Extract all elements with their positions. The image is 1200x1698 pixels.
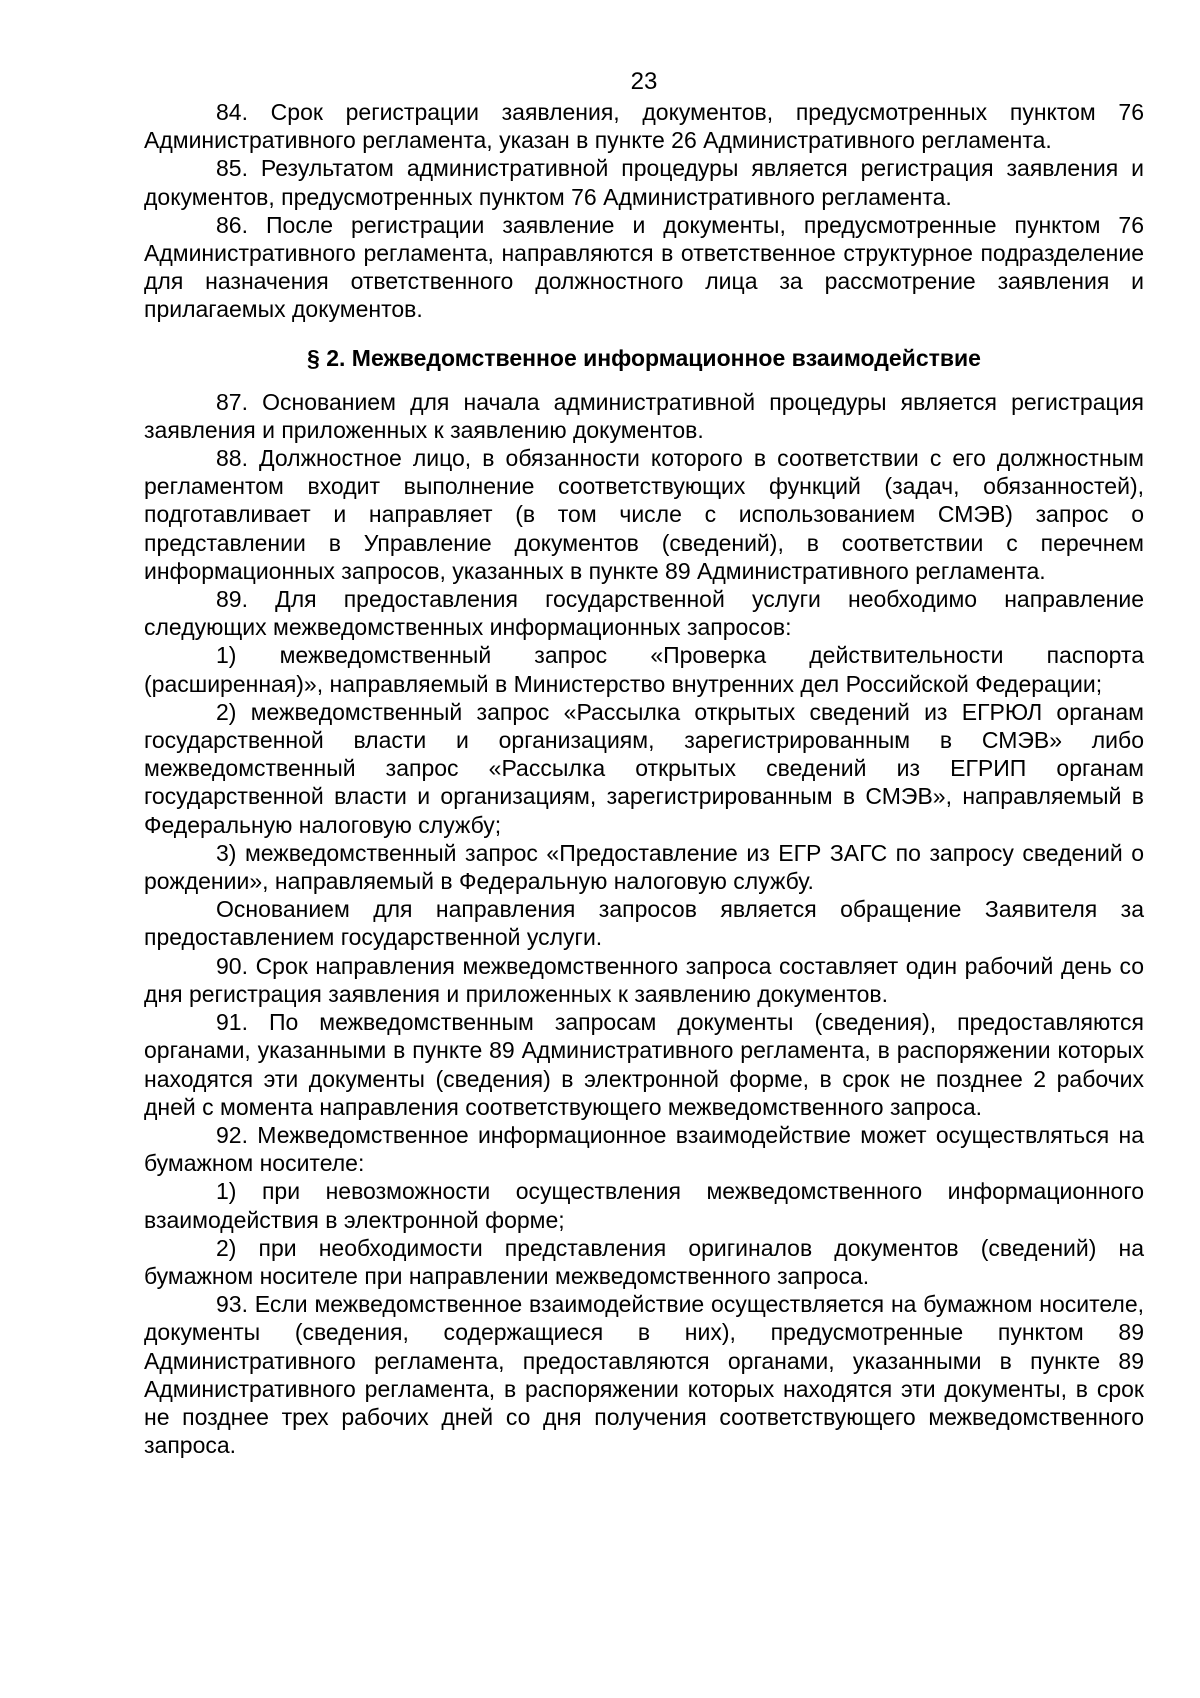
paragraph-86: 86. После регистрации заявление и документы, предусмотренные пунктом 76 Административного регламента, направляются в ответственное структурное подразделение для назначения ответственного должностного лица за рассмотрение заявления и прилагаемых документов. xyxy=(144,211,1144,323)
paragraph-89-item-3: 3) межведомственный запрос «Предоставление из ЕГР ЗАГС по запросу сведений о рождении», направляемый в Федеральную налоговую службу. xyxy=(144,839,1144,895)
paragraph-92-item-1: 1) при невозможности осуществления межведомственного информационного взаимодействия в электронной форме; xyxy=(144,1178,1144,1233)
paragraph-89-item-1: 1) межведомственный запрос «Проверка действительности паспорта (расширенная)», направляемый в Министерство внутренних дел Российской Федерации; xyxy=(144,642,1144,697)
paragraph-87: 87. Основанием для начала административной процедуры является регистрация заявления и приложенных к заявлению документов. xyxy=(144,388,1144,443)
page-number: 23 xyxy=(630,68,658,95)
paragraph-89: 89. Для предоставления государственной услуги необходимо направление следующих межведомственных информационных запросов: xyxy=(144,586,1144,641)
paragraph-84: 84. Срок регистрации заявления, документов, предусмотренных пунктом 76 Административного регламента, указан в пункте 26 Административного регламента. xyxy=(144,99,1144,154)
document-page xyxy=(144,68,1144,1459)
paragraph-88: 88. Должностное лицо, в обязанности которого в соответствии с его должностным регламентом входит выполнение соответствующих функций (задач, обязанностей), подготавливает и направляет (в том числе с использованием СМЭВ) запрос о представлении в Управление документов (сведений), в соответствии с перечнем информационных запросов, указанных в пункте 89 Административного регламента. xyxy=(144,445,1144,584)
paragraph-89-basis: Основанием для направления запросов является обращение Заявителя за предоставлением государственной услуги. xyxy=(144,896,1144,951)
paragraph-91: 91. По межведомственным запросам документы (сведения), предоставляются органами, указанными в пункте 89 Административного регламента, в распоряжении которых находятся эти документы (сведения) в электронной форме, в срок не позднее 2 рабочих дней с момента направления соответствующего межведомственного запроса. xyxy=(144,1009,1144,1120)
section-title: § 2. Межведомственное информационное взаимодействие xyxy=(307,344,981,371)
paragraph-85: 85. Результатом административной процедуры является регистрация заявления и документов, предусмотренных пунктом 76 Административного регламента. xyxy=(144,155,1144,210)
paragraph-89-item-2: 2) межведомственный запрос «Рассылка открытых сведений из ЕГРЮЛ органам государственной власти и организациям, зарегистрированным в СМЭВ» либо межведомственный запрос «Рассылка открытых сведений из ЕГРИП органам государственной власти и организациям, зарегистрированным в СМЭВ», направляемый в Федеральную налоговую службу; xyxy=(144,698,1144,838)
paragraph-92: 92. Межведомственное информационное взаимодействие может осуществляться на бумажном носителе: xyxy=(144,1121,1144,1177)
paragraph-93: 93. Если межведомственное взаимодействие осуществляется на бумажном носителе, документы (сведения, содержащиеся в них), предусмотренные пунктом 89 Административного регламента, предоставляются органами, указанными в пункте 89 Административного регламента, в распоряжении которых находятся эти документы, в срок не позднее трех рабочих дней со дня получения соответствующего межведомственного запроса. xyxy=(144,1291,1144,1459)
paragraph-92-item-2: 2) при необходимости представления оригиналов документов (сведений) на бумажном носителе при направлении межведомственного запроса. xyxy=(144,1234,1144,1289)
paragraph-90: 90. Срок направления межведомственного запроса составляет один рабочий день со дня регистрация заявления и приложенных к заявлению документов. xyxy=(144,952,1144,1007)
